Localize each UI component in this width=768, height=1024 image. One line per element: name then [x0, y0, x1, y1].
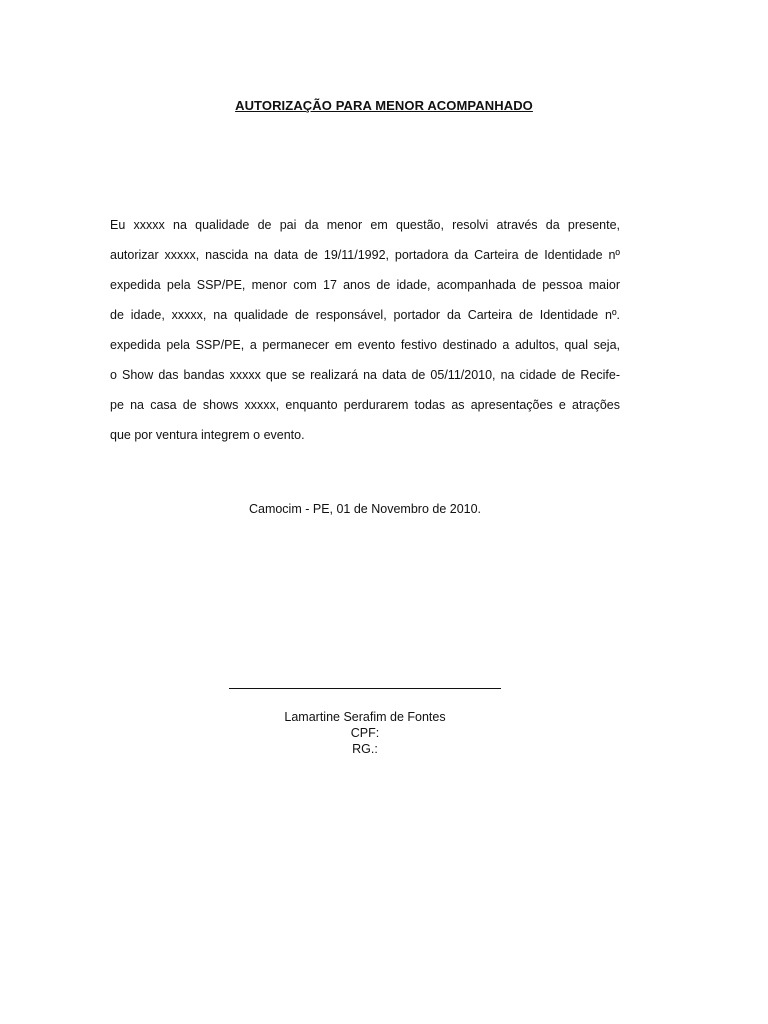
body-line: pe na casa de shows xxxxx, enquanto perdurarem todas as apresentações e atrações [110, 398, 620, 412]
body-line: de idade, xxxxx, na qualidade de responsável, portador da Carteira de Identidade nº. [110, 308, 620, 322]
body-line: o Show das bandas xxxxx que se realizará na data de 05/11/2010, na cidade de Recife- [110, 368, 620, 382]
authorization-body [110, 210, 620, 450]
signer-cpf: CPF: [350, 726, 380, 740]
signer-rg: RG.: [352, 742, 378, 756]
body-line: expedida pela SSP/PE, a permanecer em evento festivo destinado a adultos, qual seja, [110, 338, 620, 352]
document-title: AUTORIZAÇÃO PARA MENOR ACOMPANHADO [235, 98, 533, 113]
body-line: Eu xxxxx na qualidade de pai da menor em questão, resolvi através da presente, [110, 218, 620, 232]
body-line: autorizar xxxxx, nascida na data de 19/11/1992, portadora da Carteira de Identidade nº [110, 248, 620, 262]
signer-name: Lamartine Serafim de Fontes [284, 710, 446, 724]
place-and-date: Camocim - PE, 01 de Novembro de 2010. [248, 502, 482, 516]
signer-block [0, 709, 730, 757]
body-line: expedida pela SSP/PE, menor com 17 anos de idade, acompanhada de pessoa maior [110, 278, 620, 292]
signature-line [229, 688, 501, 689]
body-line: que por ventura integrem o evento. [110, 428, 305, 442]
